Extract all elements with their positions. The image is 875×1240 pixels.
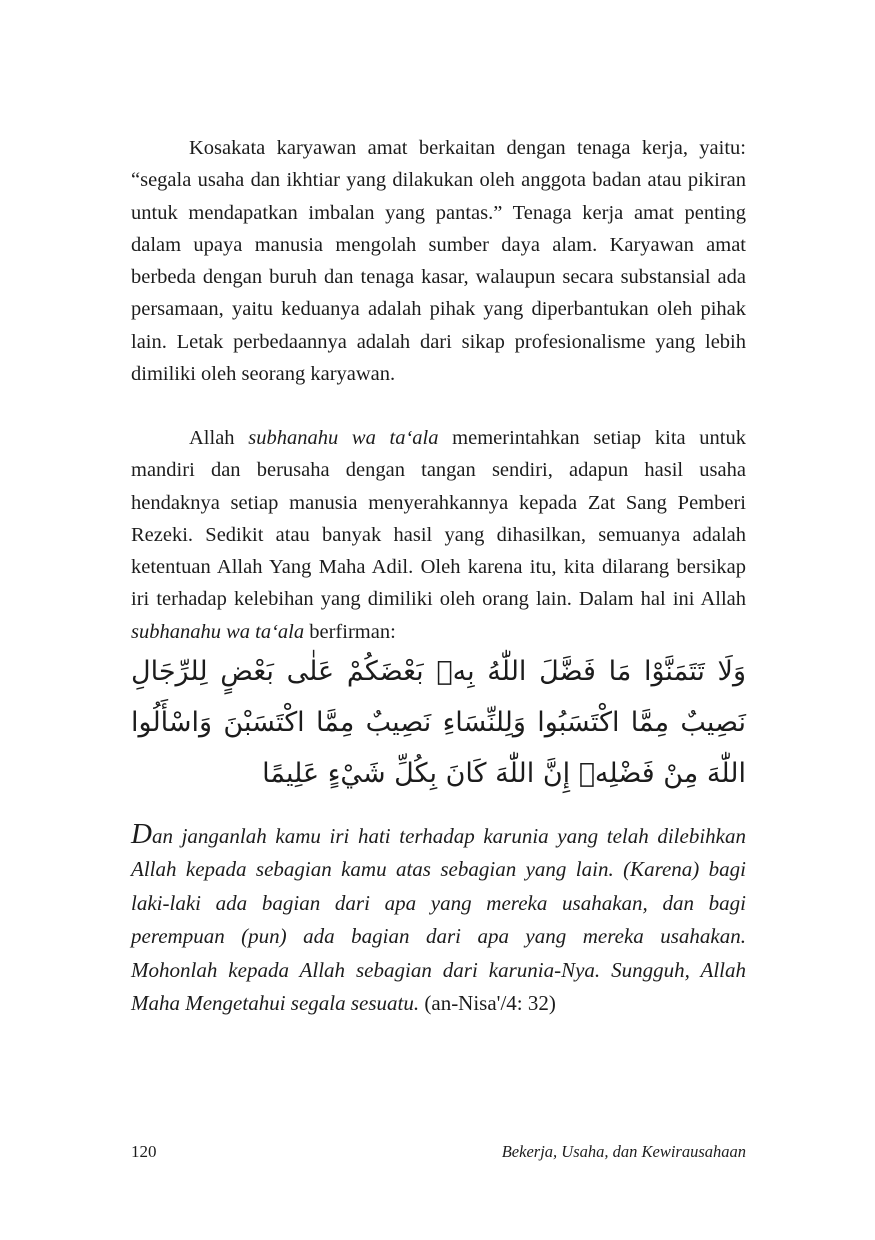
- italic-phrase: subhanahu wa ta‘ala: [131, 620, 305, 643]
- page-number: 120: [131, 1142, 157, 1161]
- verse-translation: [131, 820, 746, 1020]
- paragraph-text: Allah: [189, 427, 249, 449]
- quran-verse-arabic: وَلَا تَتَمَنَّوْا مَا فَضَّلَ اللّٰهُ بِهٖ بَعْضَكُمْ عَلٰى بَعْضٍ لِلرِّجَالِ نَصِيبٌ مِمَّا اكْتَسَبُوا وَلِلنِّسَاءِ نَصِيبٌ مِمَّا اكْتَسَبْنَ وَاسْأَلُوا اللّٰهَ مِنْ فَضْلِهٖ إِنَّ اللّٰهَ كَانَ بِكُلِّ شَيْءٍ عَلِيمًا: [131, 656, 746, 789]
- translation-body: an janganlah kamu iri hati terhadap karunia yang telah dilebihkan Allah kepada sebagian kamu atas sebagian yang lain. (Karena) bagi laki-laki ada bagian dari apa yang mereka usahakan, dan bagi perempuan (pun) ada bagian dari apa yang mereka usahakan. Mohonlah kepada Allah sebagian dari karunia-Nya. Sungguh, Allah Maha Mengetahui segala sesuatu.: [131, 824, 746, 1016]
- paragraph-text: berfirman:: [304, 620, 396, 643]
- verse-reference: (an-Nisa'/4: 32): [424, 991, 556, 1016]
- paragraph-allah-firman: [131, 422, 746, 648]
- drop-cap-letter: D: [131, 818, 152, 850]
- running-footer-title: Bekerja, Usaha, dan Kewirausahaan: [501, 1142, 746, 1161]
- paragraph-karyawan: Kosakata karyawan amat berkaitan dengan tenaga kerja, yaitu: “segala usaha dan ikhtiar yang dilakukan oleh anggota badan atau pikiran untuk mendapatkan imbalan yang pantas.” Tenaga kerja amat penting dalam upaya manusia mengolah sumber daya alam. Karyawan amat berbeda dengan buruh dan tenaga kasar, walaupun secara substansial ada persamaan, yaitu keduanya adalah pihak yang diperbantukan oleh pihak lain. Letak perbedaannya adalah dari sikap profesionalisme yang lebih dimiliki oleh seorang karyawan.: [131, 137, 746, 386]
- paragraph-text: memerintahkan setiap kita untuk mandiri dan berusaha dengan tangan sendiri, adapun hasil usaha hendaknya setiap manusia menyerahkannya kepada Zat Sang Pemberi Rezeki. Sedikit atau banyak hasil yang dihasilkan, semuanya adalah ketentuan Allah Yang Maha Adil. Oleh karena itu, kita dilarang bersikap iri terhadap kelebihan yang dimiliki oleh orang lain. Dalam hal ini Allah: [131, 427, 746, 611]
- italic-phrase: subhanahu wa ta‘ala: [248, 427, 439, 449]
